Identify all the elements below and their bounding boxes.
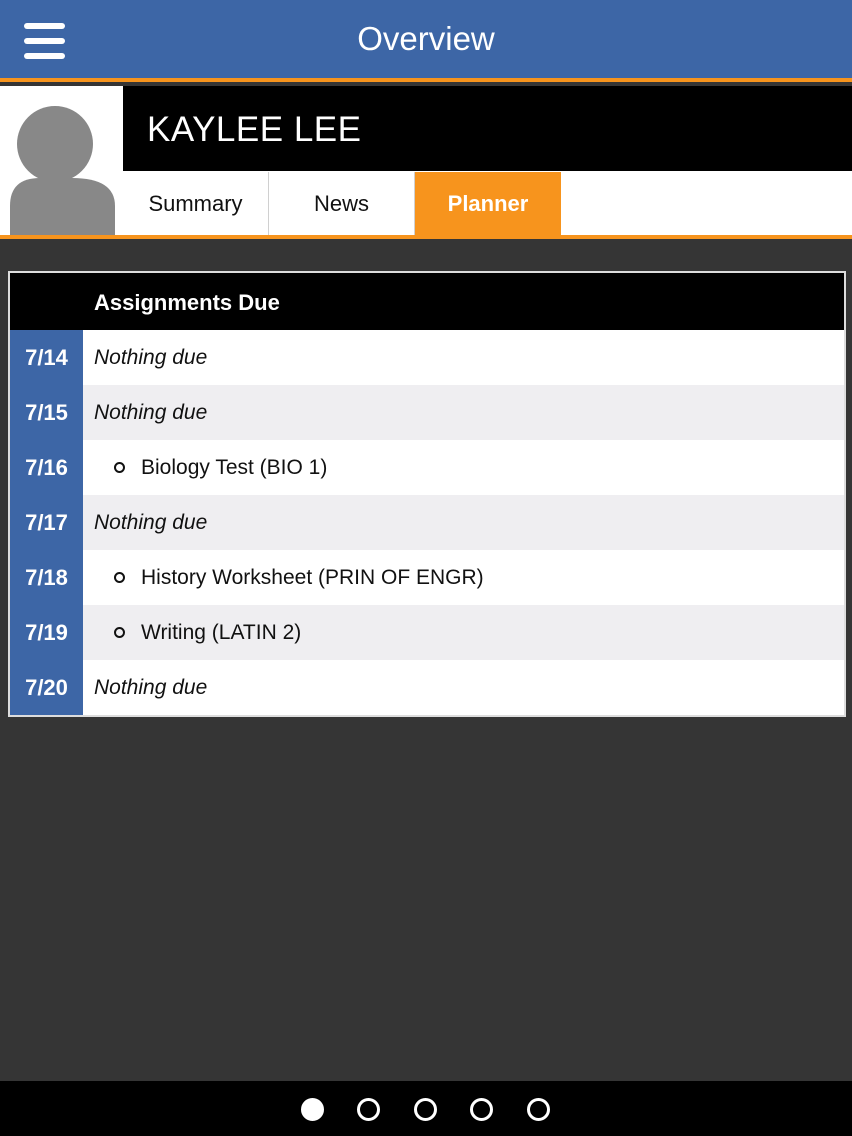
date-label: 7/19 [10,605,83,660]
row-content [83,550,844,605]
row-content [83,330,844,385]
bullet-icon [114,572,125,583]
list-item [10,495,844,550]
bullet-icon [114,627,125,638]
bullet-icon [114,462,125,473]
date-label: 7/14 [10,330,83,385]
row-content [83,495,844,550]
list-item [10,440,844,495]
assignment-item[interactable]: Biology Test (BIO 1) [141,455,328,479]
date-label: 7/18 [10,550,83,605]
tab-summary[interactable]: Summary [123,172,269,235]
page-title: Overview [357,20,495,57]
list-item [10,605,844,660]
date-label: 7/16 [10,440,83,495]
list-item [10,385,844,440]
list-item [10,550,844,605]
tab-bar [123,172,852,235]
row-content [83,605,844,660]
page-dot-3[interactable] [414,1098,437,1121]
page-dot-4[interactable] [470,1098,493,1121]
assignments-list [10,330,844,715]
nothing-due-text: Nothing due [94,400,208,424]
list-item [10,660,844,715]
page-dot-1[interactable] [301,1098,324,1121]
user-silhouette-icon [10,106,116,235]
page-dot-2[interactable] [357,1098,380,1121]
row-content [83,440,844,495]
assignment-item[interactable]: Writing (LATIN 2) [141,620,302,644]
student-name-bar [123,86,852,171]
assignments-panel [8,271,846,717]
assignments-heading: Assignments Due [94,290,280,315]
list-item [10,330,844,385]
page-indicator [0,1081,852,1136]
date-label: 7/15 [10,385,83,440]
nothing-due-text: Nothing due [94,345,208,369]
date-label: 7/17 [10,495,83,550]
top-bar [0,0,852,82]
nothing-due-text: Nothing due [94,510,208,534]
profile-header [0,86,852,239]
row-content [83,385,844,440]
date-label: 7/20 [10,660,83,715]
student-name: KAYLEE LEE [147,110,362,149]
row-content [83,660,844,715]
tab-news[interactable]: News [269,172,415,235]
page-dot-5[interactable] [527,1098,550,1121]
assignments-header [10,273,844,330]
assignment-item[interactable]: History Worksheet (PRIN OF ENGR) [141,565,484,589]
tab-planner[interactable]: Planner [415,172,561,235]
nothing-due-text: Nothing due [94,675,208,699]
avatar [0,86,123,235]
